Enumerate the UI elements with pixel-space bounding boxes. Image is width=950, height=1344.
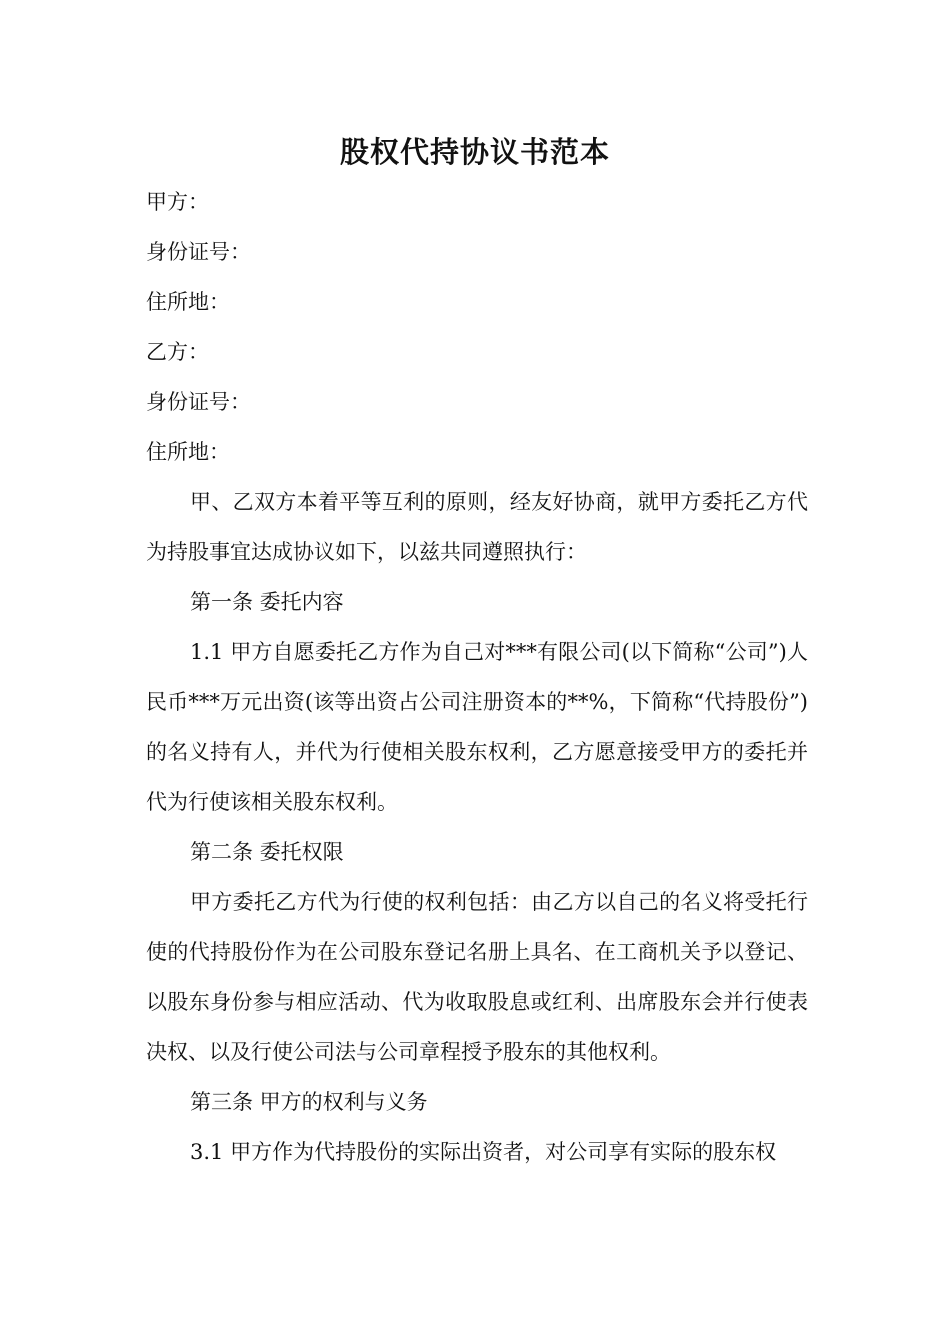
article-2-content: 甲方委托乙方代为行使的权利包括：由乙方以自己的名义将受托行使的代持股份作为在公司股东登记名册上具名、在工商机关予以登记、以股东身份参与相应活动、代为收取股息或红利、出席股东会并行使表决权、以及行使公司法与公司章程授予股东的其他权利。	[146, 890, 808, 1064]
party-b-address-label: 住所地：	[146, 440, 230, 464]
party-b-label: 乙方：	[146, 340, 209, 364]
article-2-heading: 第二条 委托权限	[190, 840, 344, 864]
party-a-label: 甲方：	[146, 190, 209, 214]
article-3-heading: 第三条 甲方的权利与义务	[190, 1090, 428, 1114]
document-title: 股权代持协议书范本	[339, 135, 610, 169]
party-a-id-label: 身份证号：	[146, 240, 251, 264]
clause-3-1: 3.1 甲方作为代持股份的实际出资者，对公司享有实际的股东权	[190, 1140, 777, 1164]
document-body	[146, 177, 808, 1177]
party-b-id-label: 身份证号：	[146, 390, 251, 414]
preamble-paragraph: 甲、乙双方本着平等互利的原则，经友好协商，就甲方委托乙方代为持股事宜达成协议如下，以兹共同遵照执行：	[146, 490, 808, 564]
article-1-heading: 第一条 委托内容	[190, 590, 344, 614]
party-a-address-label: 住所地：	[146, 290, 230, 314]
clause-1-1: 1.1 甲方自愿委托乙方作为自己对***有限公司(以下简称“公司”)人民币***万元出资(该等出资占公司注册资本的**%，下简称“代持股份”)的名义持有人，并代为行使相关股东权利，乙方愿意接受甲方的委托并代为行使该相关股东权利。	[146, 640, 808, 814]
